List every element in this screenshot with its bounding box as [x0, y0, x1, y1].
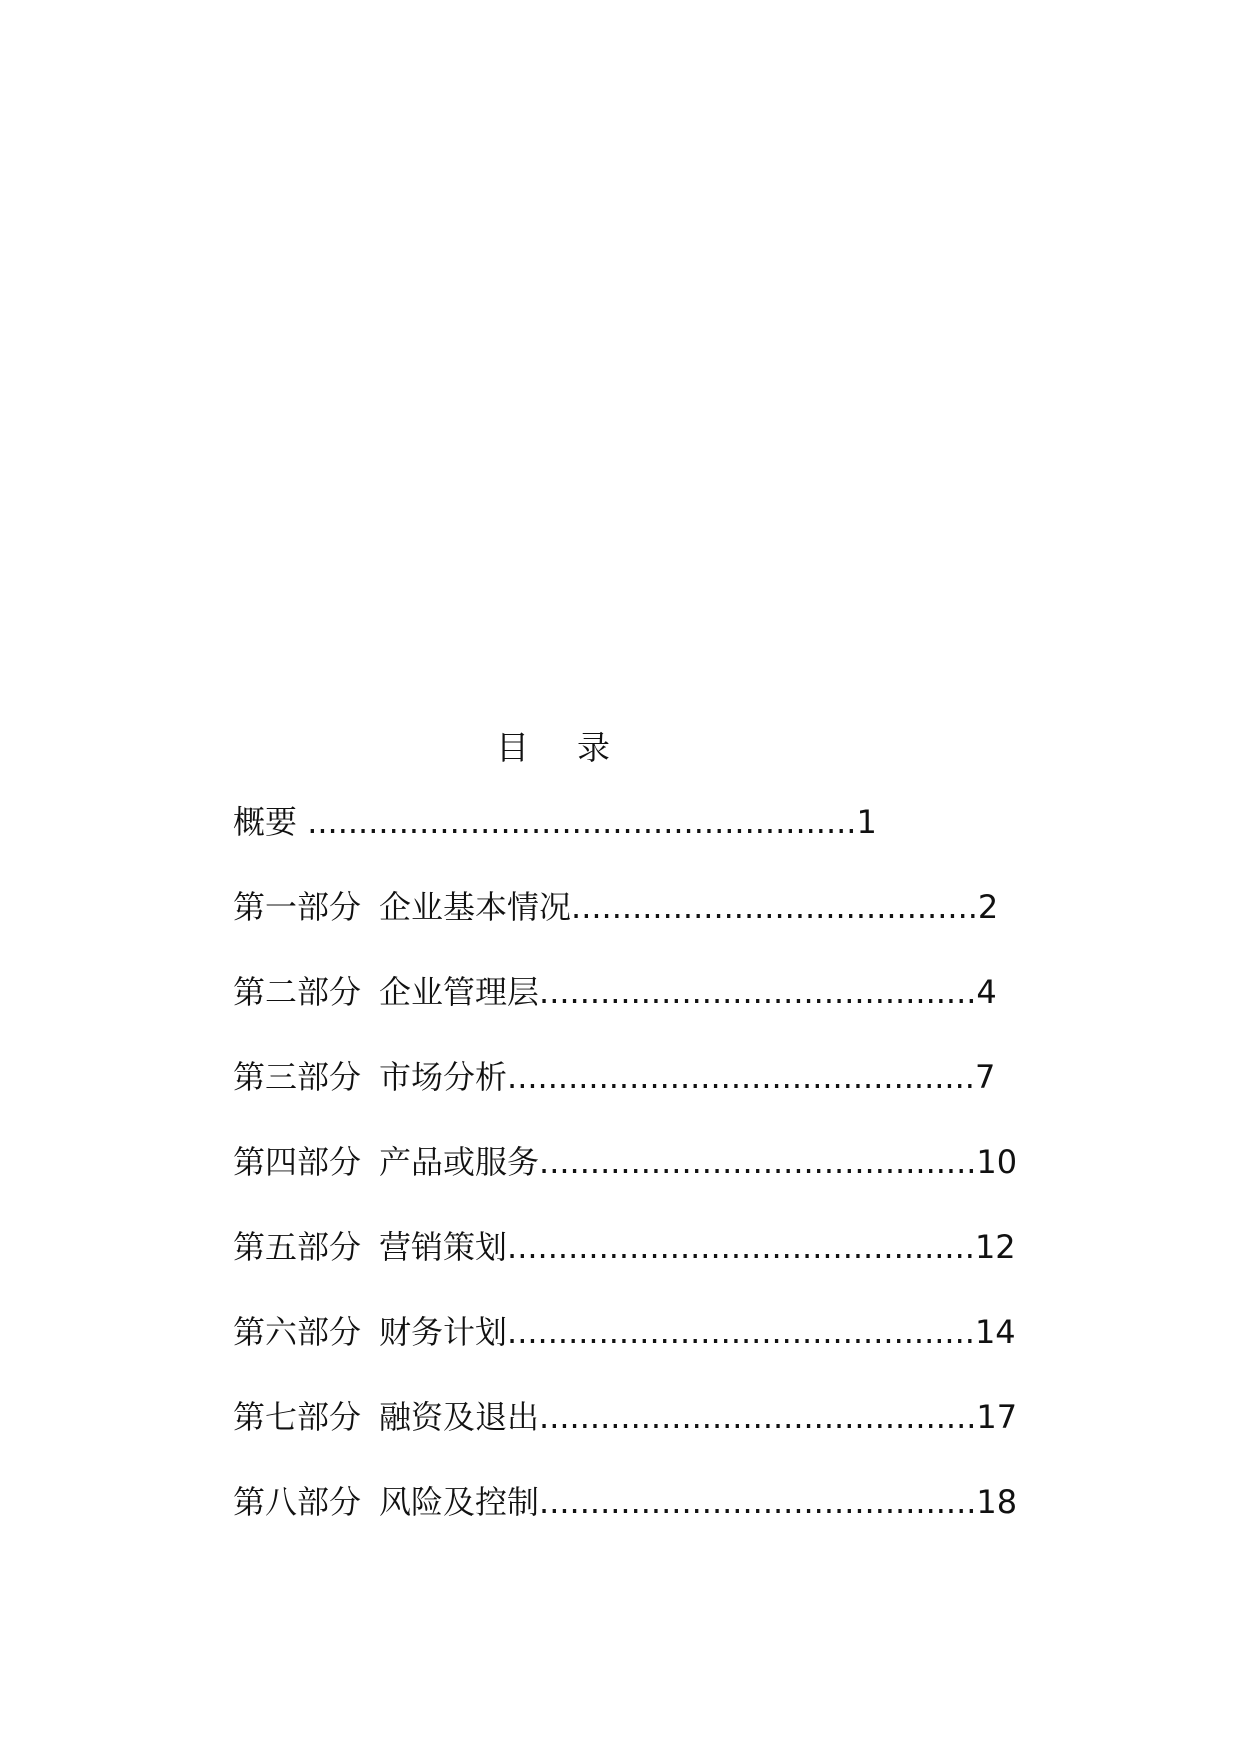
toc-entry[interactable] — [233, 1227, 1016, 1267]
toc-entry-page: 4 — [976, 973, 997, 1011]
toc-entry-leader: .............................................. — [507, 1228, 975, 1266]
toc-entry-leader: ........................................... — [539, 1483, 977, 1521]
toc-entry-page: 17 — [976, 1398, 1018, 1436]
toc-entry-title: 财务计划 — [379, 1313, 508, 1351]
toc-entry-page: 14 — [974, 1313, 1016, 1351]
toc-entry-leader: ...................................................... — [297, 803, 857, 841]
toc-entry-title: 企业基本情况 — [379, 888, 572, 926]
toc-entry-part: 第二部分 — [233, 973, 362, 1011]
toc-entry-leader: ........................................... — [539, 1143, 977, 1181]
toc-entry-part: 第一部分 — [233, 888, 362, 926]
toc-entry-part: 第八部分 — [233, 1483, 362, 1521]
toc-entry-part: 第三部分 — [233, 1058, 362, 1096]
toc-entry[interactable] — [233, 1142, 1017, 1182]
toc-entry[interactable] — [233, 1312, 1016, 1352]
toc-entry-leader: ........................................ — [571, 888, 978, 926]
toc-entry-title: 企业管理层 — [379, 973, 540, 1011]
toc-entry-part: 第五部分 — [233, 1228, 362, 1266]
toc-entry-part: 概要 — [233, 803, 298, 841]
toc-entry-leader: .............................................. — [507, 1313, 975, 1351]
toc-entry[interactable] — [233, 1482, 1017, 1522]
toc-entry[interactable] — [233, 887, 998, 927]
toc-entry-leader: ........................................... — [539, 973, 977, 1011]
toc-title — [233, 728, 873, 768]
toc-entry-page: 18 — [976, 1483, 1018, 1521]
toc-entry-page: 7 — [974, 1058, 996, 1096]
toc-entry-page: 2 — [977, 888, 999, 926]
toc-entry-part: 第六部分 — [233, 1313, 362, 1351]
toc-entry-leader: .............................................. — [507, 1058, 975, 1096]
toc-title-char-1: 目 — [496, 728, 529, 767]
toc-entry-part: 第七部分 — [233, 1398, 362, 1436]
toc-entry-page: 12 — [974, 1228, 1016, 1266]
toc-entry[interactable] — [233, 1057, 995, 1097]
toc-entry-part: 第四部分 — [233, 1143, 362, 1181]
toc-entry-title: 产品或服务 — [379, 1143, 540, 1181]
toc-entry-page: 10 — [976, 1143, 1018, 1181]
toc-entry-leader: ........................................... — [539, 1398, 977, 1436]
toc-entry-page: 1 — [856, 803, 877, 841]
toc-entry[interactable] — [233, 972, 997, 1012]
toc-entry[interactable] — [233, 1397, 1017, 1437]
toc-entry-title: 市场分析 — [379, 1058, 508, 1096]
toc-title-char-2: 录 — [577, 728, 610, 767]
toc-entry-title: 融资及退出 — [379, 1398, 540, 1436]
toc-entry-title: 营销策划 — [379, 1228, 508, 1266]
toc-entry-title: 风险及控制 — [379, 1483, 540, 1521]
toc-entry[interactable] — [233, 802, 877, 842]
